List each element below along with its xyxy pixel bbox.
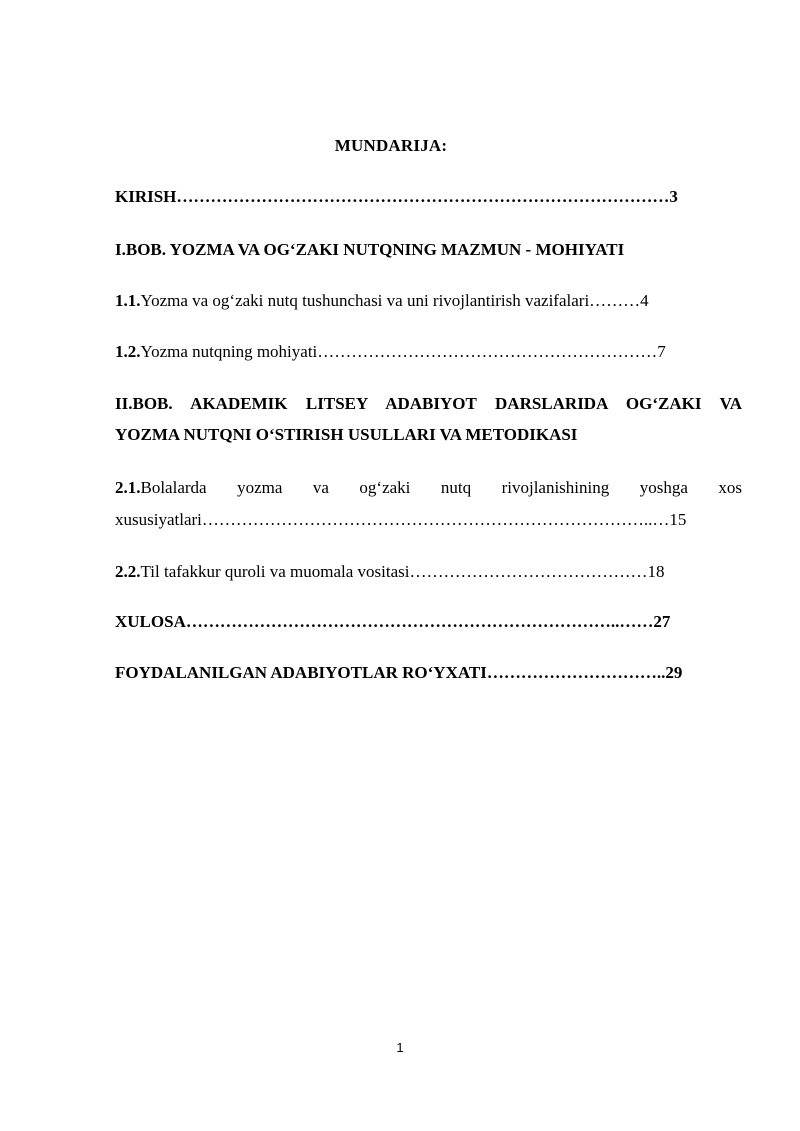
toc-entry-number: 2.1. (115, 478, 141, 497)
toc-entry-text: Yozma nutqning mohiyati……………………………………………………7 (140, 342, 666, 361)
toc-entry-text: Yozma va og‘zaki nutq tushunchasi va uni rivojlantirish vazifalari………4 (140, 291, 649, 310)
toc-entry-2-1-line-1 (115, 478, 742, 498)
toc-entry-number: 1.2. (115, 342, 141, 361)
toc-chapter-1: I.BOB. YOZMA VA OG‘ZAKI NUTQNING MAZMUN - MOHIYATI (115, 240, 625, 259)
toc-entry-foydalanilgan-adabiyotlar: FOYDALANILGAN ADABIYOTLAR RO‘YXATI…………………………..29 (115, 663, 683, 682)
toc-entry-1-2 (115, 342, 742, 362)
toc-entry-1-1 (115, 291, 742, 311)
toc-entry-xulosa: XULOSA…………………………………………………………………..……27 (115, 612, 671, 631)
toc-entry-kirish: KIRISH……………………………………………………………………………3 (115, 187, 678, 206)
toc-chapter-2-line-1: II.BOB. AKADEMIK LITSEY ADABIYOT DARSLARIDA OG‘ZAKI VA (115, 394, 742, 413)
toc-entry-2-1-line-2: xususiyatlari……………………………………………………………………..…15 (115, 510, 687, 529)
toc-entry-number: 1.1. (115, 291, 141, 310)
toc-entry-2-2 (115, 562, 742, 582)
toc-chapter-2-line-2: YOZMA NUTQNI O‘STIRISH USULLARI VA METODIKASI (115, 425, 578, 444)
toc-entry-text: Bolalarda yozma va og‘zaki nutq rivojlanishining yoshga xos (140, 478, 742, 497)
page-number: 1 (396, 1040, 404, 1055)
page-title: MUNDARIJA: (334, 136, 448, 155)
toc-entry-text: Til tafakkur quroli va muomala vositasi……………………………………18 (140, 562, 665, 581)
toc-entry-number: 2.2. (115, 562, 141, 581)
